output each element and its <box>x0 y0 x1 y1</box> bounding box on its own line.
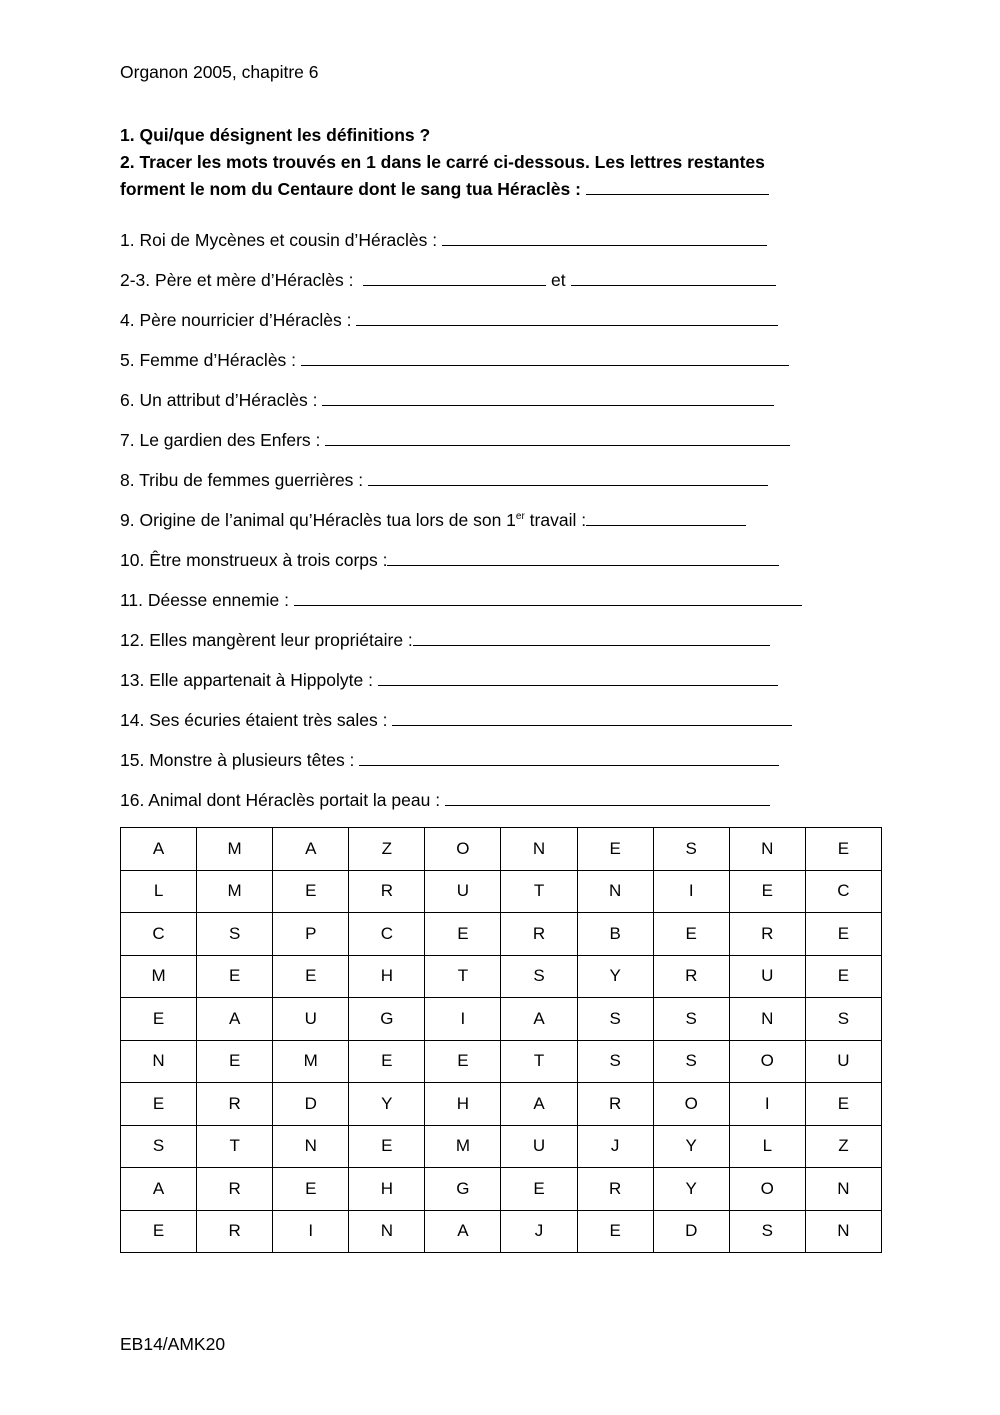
grid-cell[interactable]: H <box>425 1083 501 1126</box>
grid-row <box>121 828 882 871</box>
grid-cell[interactable]: R <box>197 1168 273 1211</box>
grid-cell[interactable]: E <box>805 913 881 956</box>
answer-blank-3[interactable] <box>571 270 776 286</box>
grid-cell[interactable]: Y <box>349 1083 425 1126</box>
answer-blank-5[interactable] <box>301 350 789 366</box>
grid-cell[interactable]: E <box>425 913 501 956</box>
grid-cell[interactable]: N <box>729 998 805 1041</box>
grid-cell[interactable]: E <box>121 998 197 1041</box>
grid-cell[interactable]: E <box>425 1040 501 1083</box>
grid-cell[interactable]: S <box>197 913 273 956</box>
answer-blank-2[interactable] <box>363 270 546 286</box>
question-4: 4. Père nourricier d’Héraclès : <box>120 310 778 331</box>
answer-blank-13[interactable] <box>378 670 778 686</box>
answer-blank-16[interactable] <box>445 790 770 806</box>
answer-blank-10[interactable] <box>387 550 779 566</box>
question-13: 13. Elle appartenait à Hippolyte : <box>120 670 778 691</box>
instruction-1: 1. Qui/que désignent les définitions ? <box>120 125 431 145</box>
answer-blank-1[interactable] <box>442 230 767 246</box>
grid-cell[interactable]: E <box>349 1040 425 1083</box>
grid-cell[interactable]: T <box>197 1125 273 1168</box>
grid-cell[interactable]: Y <box>653 1168 729 1211</box>
grid-cell[interactable]: A <box>121 828 197 871</box>
answer-blank-14[interactable] <box>392 710 792 726</box>
question-15: 15. Monstre à plusieurs têtes : <box>120 750 779 771</box>
grid-cell[interactable]: J <box>501 1210 577 1253</box>
grid-cell[interactable]: I <box>653 870 729 913</box>
grid-cell[interactable]: N <box>805 1210 881 1253</box>
answer-blank-7[interactable] <box>325 430 790 446</box>
grid-cell[interactable]: O <box>729 1168 805 1211</box>
grid-cell[interactable]: E <box>805 828 881 871</box>
instruction-2: 2. Tracer les mots trouvés en 1 dans le carré ci-dessous. Les lettres restantes <box>120 152 765 172</box>
grid-cell[interactable]: E <box>805 955 881 998</box>
answer-blank-8[interactable] <box>368 470 768 486</box>
grid-cell[interactable]: C <box>349 913 425 956</box>
grid-cell[interactable]: Y <box>653 1125 729 1168</box>
grid-cell[interactable]: R <box>197 1210 273 1253</box>
grid-cell[interactable]: E <box>501 1168 577 1211</box>
grid-cell[interactable]: N <box>501 828 577 871</box>
grid-cell[interactable]: B <box>577 913 653 956</box>
question-7: 7. Le gardien des Enfers : <box>120 430 790 451</box>
grid-cell[interactable]: G <box>349 998 425 1041</box>
grid-cell[interactable]: T <box>501 1040 577 1083</box>
grid-cell[interactable]: M <box>197 870 273 913</box>
grid-cell[interactable]: G <box>425 1168 501 1211</box>
page-footer: EB14/AMK20 <box>120 1334 226 1354</box>
grid-cell[interactable]: S <box>501 955 577 998</box>
grid-cell[interactable]: S <box>577 998 653 1041</box>
grid-row <box>121 870 882 913</box>
instructions <box>120 122 840 203</box>
grid-cell[interactable]: P <box>273 913 349 956</box>
grid-cell[interactable]: C <box>121 913 197 956</box>
grid-cell[interactable]: O <box>729 1040 805 1083</box>
grid-cell[interactable]: Z <box>805 1125 881 1168</box>
grid-cell[interactable]: H <box>349 1168 425 1211</box>
grid-row <box>121 913 882 956</box>
grid-cell[interactable]: U <box>805 1040 881 1083</box>
word-search-grid <box>120 827 882 1253</box>
answer-blank-6[interactable] <box>322 390 774 406</box>
answer-blank-centaur[interactable] <box>586 179 769 195</box>
grid-cell[interactable]: M <box>121 955 197 998</box>
grid-cell[interactable]: T <box>501 870 577 913</box>
grid-cell[interactable]: I <box>273 1210 349 1253</box>
question-10: 10. Être monstrueux à trois corps : <box>120 550 779 571</box>
grid-cell[interactable]: N <box>577 870 653 913</box>
grid-cell[interactable]: N <box>121 1040 197 1083</box>
answer-blank-11[interactable] <box>294 590 802 606</box>
instruction-3: forment le nom du Centaure dont le sang tua Héraclès : <box>120 176 840 203</box>
grid-cell[interactable]: M <box>197 828 273 871</box>
grid-cell[interactable]: E <box>577 828 653 871</box>
grid-cell[interactable]: R <box>577 1168 653 1211</box>
grid-row <box>121 1210 882 1253</box>
grid-cell[interactable]: L <box>121 870 197 913</box>
question-14: 14. Ses écuries étaient très sales : <box>120 710 792 731</box>
grid-cell[interactable]: S <box>653 1040 729 1083</box>
answer-blank-4[interactable] <box>356 310 778 326</box>
grid-cell[interactable]: D <box>273 1083 349 1126</box>
grid-cell[interactable]: E <box>197 1040 273 1083</box>
page-header: Organon 2005, chapitre 6 <box>120 62 319 82</box>
answer-blank-9[interactable] <box>586 510 746 526</box>
grid-cell[interactable]: Y <box>577 955 653 998</box>
question-12: 12. Elles mangèrent leur propriétaire : <box>120 630 770 651</box>
question-5: 5. Femme d’Héraclès : <box>120 350 789 371</box>
grid-cell[interactable]: E <box>653 913 729 956</box>
grid-cell[interactable]: A <box>197 998 273 1041</box>
grid-cell[interactable]: O <box>425 828 501 871</box>
grid-cell[interactable]: D <box>653 1210 729 1253</box>
grid-cell[interactable]: A <box>425 1210 501 1253</box>
grid-cell[interactable]: E <box>121 1083 197 1126</box>
grid-cell[interactable]: C <box>805 870 881 913</box>
grid-cell[interactable]: R <box>349 870 425 913</box>
grid-cell[interactable]: R <box>729 913 805 956</box>
grid-cell[interactable]: N <box>349 1210 425 1253</box>
grid-cell[interactable]: I <box>425 998 501 1041</box>
grid-cell[interactable]: H <box>349 955 425 998</box>
grid-cell[interactable]: O <box>653 1083 729 1126</box>
grid-cell[interactable]: S <box>577 1040 653 1083</box>
grid-cell[interactable]: E <box>349 1125 425 1168</box>
grid-cell[interactable]: A <box>501 998 577 1041</box>
grid-cell[interactable]: S <box>121 1125 197 1168</box>
grid-cell[interactable]: M <box>273 1040 349 1083</box>
grid-cell[interactable]: Z <box>349 828 425 871</box>
question-16: 16. Animal dont Héraclès portait la peau : <box>120 790 770 811</box>
question-6: 6. Un attribut d’Héraclès : <box>120 390 774 411</box>
grid-row <box>121 955 882 998</box>
grid-cell[interactable]: M <box>425 1125 501 1168</box>
grid-row <box>121 1168 882 1211</box>
grid-cell[interactable]: A <box>121 1168 197 1211</box>
grid-cell[interactable]: E <box>273 955 349 998</box>
grid-cell[interactable]: N <box>273 1125 349 1168</box>
question-11: 11. Déesse ennemie : <box>120 590 802 611</box>
grid-cell[interactable]: R <box>577 1083 653 1126</box>
grid-cell[interactable]: R <box>653 955 729 998</box>
question-8: 8. Tribu de femmes guerrières : <box>120 470 768 491</box>
grid-cell[interactable]: U <box>729 955 805 998</box>
grid-cell[interactable]: U <box>273 998 349 1041</box>
grid-row <box>121 1040 882 1083</box>
grid-cell[interactable]: S <box>653 998 729 1041</box>
grid-cell[interactable]: S <box>805 998 881 1041</box>
grid-cell[interactable]: E <box>121 1210 197 1253</box>
grid-cell[interactable]: N <box>805 1168 881 1211</box>
grid-cell[interactable]: E <box>577 1210 653 1253</box>
grid-cell[interactable]: E <box>729 870 805 913</box>
question-9: 9. Origine de l’animal qu’Héraclès tua lors de son 1er travail : <box>120 510 746 531</box>
answer-blank-12[interactable] <box>413 630 770 646</box>
grid-cell[interactable]: E <box>805 1083 881 1126</box>
grid-cell[interactable]: T <box>425 955 501 998</box>
grid-cell[interactable]: R <box>501 913 577 956</box>
grid-cell[interactable]: U <box>501 1125 577 1168</box>
grid-row <box>121 998 882 1041</box>
grid-cell[interactable]: E <box>273 1168 349 1211</box>
answer-blank-15[interactable] <box>359 750 779 766</box>
grid-cell[interactable]: S <box>729 1210 805 1253</box>
question-1: 1. Roi de Mycènes et cousin d’Héraclès : <box>120 230 767 251</box>
grid-row <box>121 1083 882 1126</box>
grid-cell[interactable]: E <box>273 870 349 913</box>
grid-cell[interactable]: S <box>653 828 729 871</box>
grid-cell[interactable]: N <box>729 828 805 871</box>
grid-cell[interactable]: A <box>273 828 349 871</box>
grid-row <box>121 1125 882 1168</box>
grid-cell[interactable]: R <box>197 1083 273 1126</box>
grid-cell[interactable]: A <box>501 1083 577 1126</box>
grid-cell[interactable]: U <box>425 870 501 913</box>
grid-cell[interactable]: I <box>729 1083 805 1126</box>
grid-cell[interactable]: E <box>197 955 273 998</box>
grid-cell[interactable]: L <box>729 1125 805 1168</box>
grid-cell[interactable]: J <box>577 1125 653 1168</box>
question-2-3: 2-3. Père et mère d’Héraclès : et <box>120 270 776 291</box>
